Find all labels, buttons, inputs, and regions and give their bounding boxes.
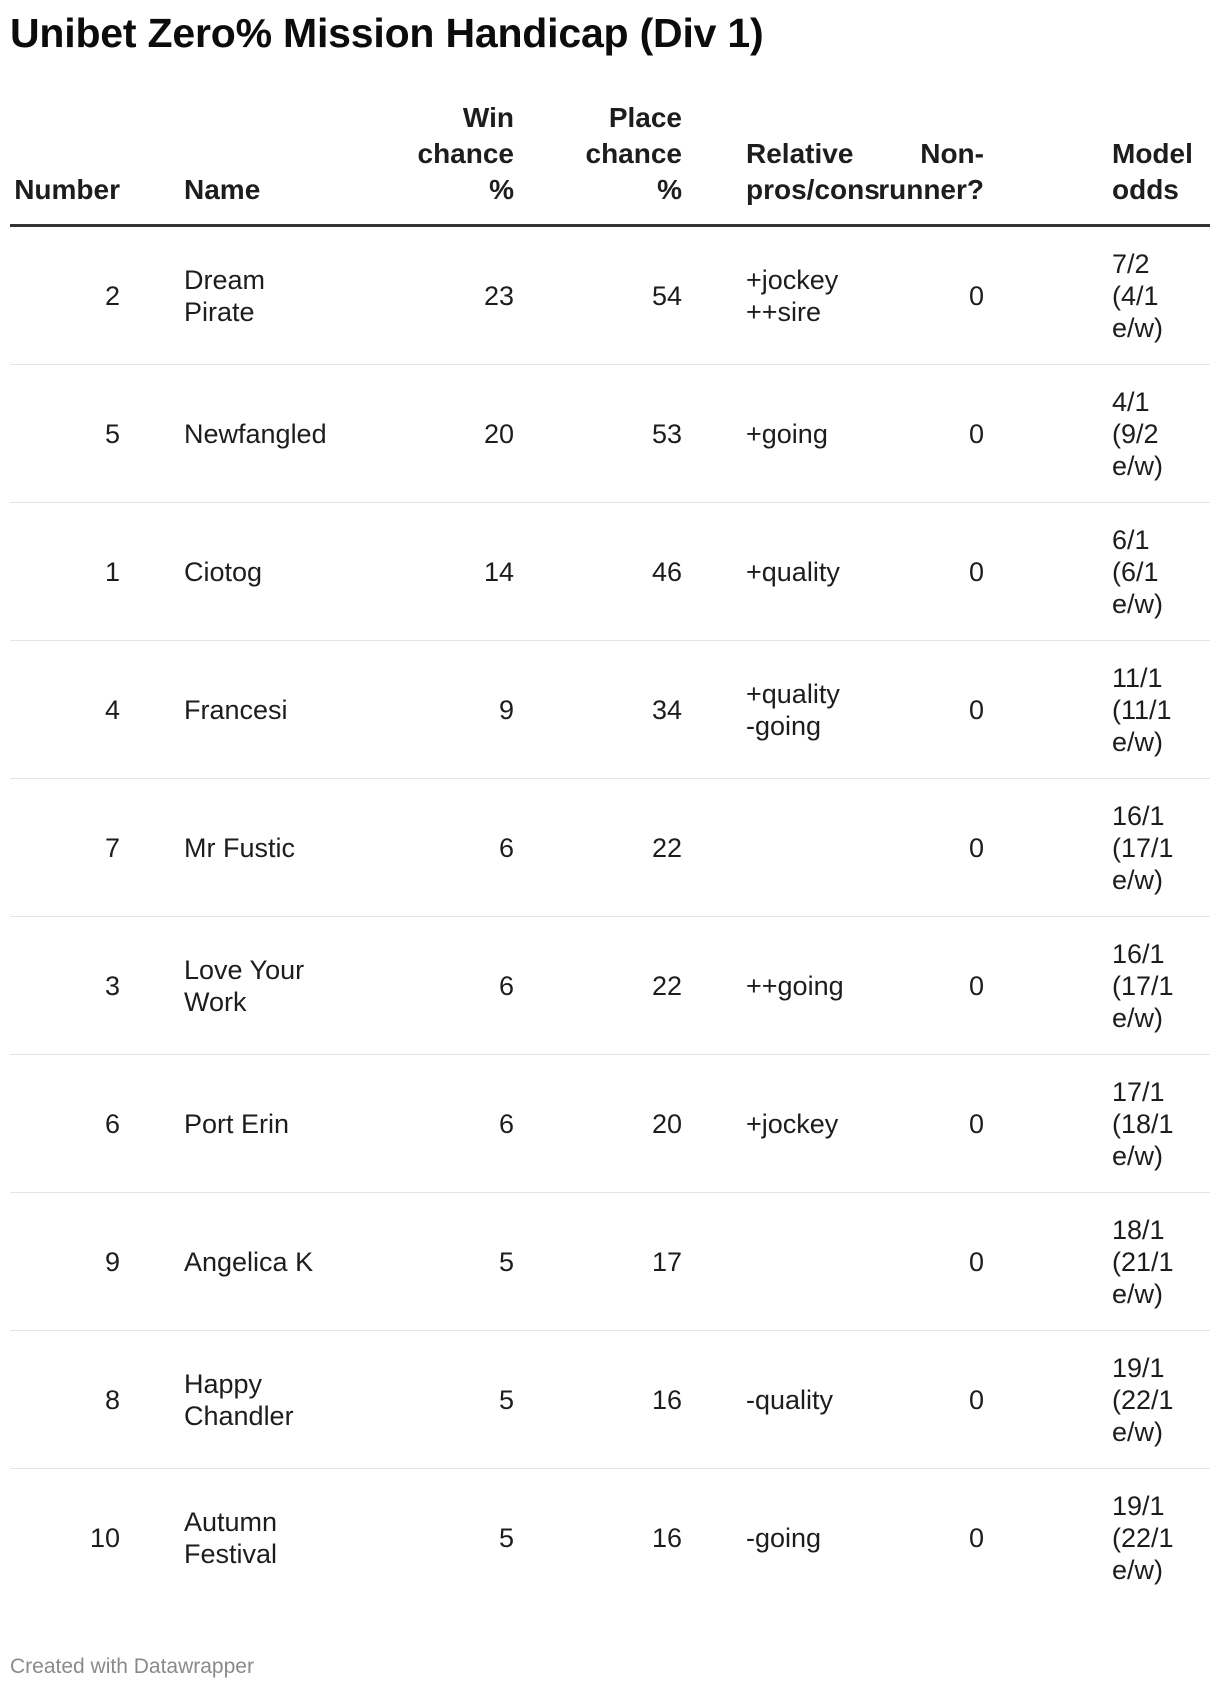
cell-odds [1048,226,1210,365]
cell-number-value: 9 [104,1246,120,1277]
cell-name [184,1331,344,1469]
cell-odds-value: 16/1 (17/1 e/w) [1112,800,1174,895]
table-row [10,779,1210,917]
column-header-pros [682,100,880,226]
cell-nonrunner [874,503,1048,641]
cell-win-value: 5 [498,1246,514,1277]
cell-pros-value: -quality [746,1384,834,1415]
cell-name [184,226,344,365]
cell-nonrunner [874,779,1048,917]
cell-win-value: 5 [498,1384,514,1415]
cell-win-value: 9 [498,694,514,725]
cell-nonrunner-value: 0 [968,418,984,449]
cell-name-value: Dream Pirate [184,264,266,327]
cell-pros [682,226,874,365]
cell-win [344,1193,514,1331]
cell-number-value: 2 [104,280,120,311]
cell-name [184,1469,344,1607]
cell-number-value: 10 [89,1522,120,1553]
cell-nonrunner-value: 0 [968,970,984,1001]
cell-win-value: 6 [498,1108,514,1139]
chart-title: Unibet Zero% Mission Handicap (Div 1) [10,10,764,56]
cell-odds-value: 19/1 (22/1 e/w) [1112,1352,1174,1447]
cell-place [514,917,682,1055]
table-row [10,917,1210,1055]
table-row [10,503,1210,641]
cell-name-value: Francesi [184,694,288,725]
cell-number [10,503,184,641]
cell-odds [1048,917,1210,1055]
table-body [10,226,1210,1607]
cell-odds [1048,503,1210,641]
cell-name-value: Angelica K [184,1246,314,1277]
cell-win [344,1331,514,1469]
cell-odds [1048,1469,1210,1607]
cell-number-value: 5 [104,418,120,449]
cell-number [10,1331,184,1469]
cell-odds [1048,779,1210,917]
cell-nonrunner-value: 0 [968,832,984,863]
column-header-label: Name [184,174,261,205]
cell-nonrunner [874,641,1048,779]
cell-nonrunner-value: 0 [968,1522,984,1553]
column-header-name [184,100,344,226]
cell-name [184,917,344,1055]
column-header-label: Relative pros/cons [746,138,880,205]
cell-win-value: 5 [498,1522,514,1553]
cell-odds-value: 16/1 (17/1 e/w) [1112,938,1174,1033]
cell-win [344,1469,514,1607]
cell-pros [682,917,874,1055]
cell-win [344,917,514,1055]
footer-credit[interactable]: Created with Datawrapper [10,1655,254,1678]
cell-pros-value: ++going [746,970,844,1001]
column-header-place [514,100,682,226]
cell-pros-value: +going [746,418,828,449]
cell-odds-value: 11/1 (11/1 e/w) [1112,662,1172,757]
cell-number [10,779,184,917]
column-header-label: Model odds [1112,138,1193,205]
cell-odds [1048,1331,1210,1469]
cell-name [184,779,344,917]
cell-name-value: Port Erin [184,1108,290,1139]
cell-pros-value: -going [746,1522,822,1553]
column-header-number [10,100,184,226]
column-header-odds [1048,100,1210,226]
cell-nonrunner [874,1055,1048,1193]
cell-number [10,365,184,503]
table-row [10,1055,1210,1193]
cell-place [514,1055,682,1193]
cell-name [184,365,344,503]
column-header-nonrunner [874,100,1048,226]
cell-place-value: 53 [651,418,682,449]
cell-number [10,226,184,365]
cell-win [344,226,514,365]
cell-odds [1048,641,1210,779]
cell-name-value: Love Your Work [184,954,305,1017]
cell-odds-value: 7/2 (4/1 e/w) [1112,248,1164,343]
cell-nonrunner-value: 0 [968,556,984,587]
cell-win-value: 6 [498,970,514,1001]
cell-odds-value: 18/1 (21/1 e/w) [1112,1214,1174,1309]
cell-win-value: 20 [483,418,514,449]
header-row [10,100,1210,226]
cell-number [10,1193,184,1331]
cell-nonrunner-value: 0 [968,1108,984,1139]
cell-number-value: 4 [104,694,120,725]
cell-pros [682,641,874,779]
cell-nonrunner [874,917,1048,1055]
cell-number-value: 7 [104,832,120,863]
cell-pros [682,1193,874,1331]
cell-place [514,1469,682,1607]
cell-pros [682,779,874,917]
cell-pros-value: +jockey [746,1108,839,1139]
column-header-label: Number [14,174,120,205]
cell-number-value: 3 [104,970,120,1001]
table-row [10,1469,1210,1607]
cell-win [344,365,514,503]
cell-place-value: 22 [651,832,682,863]
cell-number-value: 6 [104,1108,120,1139]
cell-pros-value: +quality -going [746,678,840,741]
cell-odds [1048,1055,1210,1193]
cell-odds [1048,365,1210,503]
cell-win-value: 14 [483,556,514,587]
table-row [10,226,1210,365]
cell-place [514,641,682,779]
cell-number-value: 1 [104,556,120,587]
cell-odds-value: 6/1 (6/1 e/w) [1112,524,1164,619]
cell-pros [682,365,874,503]
cell-nonrunner [874,1331,1048,1469]
table-row [10,365,1210,503]
cell-number [10,1469,184,1607]
cell-place-value: 34 [651,694,682,725]
cell-win [344,641,514,779]
cell-win [344,779,514,917]
cell-win-value: 6 [498,832,514,863]
cell-name-value: Newfangled [184,418,327,449]
cell-place [514,1193,682,1331]
cell-pros [682,1331,874,1469]
cell-place-value: 17 [651,1246,682,1277]
column-header-win [344,100,514,226]
cell-place [514,503,682,641]
cell-nonrunner-value: 0 [968,694,984,725]
cell-place-value: 16 [651,1522,682,1553]
cell-nonrunner [874,365,1048,503]
cell-place-value: 20 [651,1108,682,1139]
cell-number [10,641,184,779]
column-header-label: Win chance % [417,102,514,205]
cell-name-value: Mr Fustic [184,832,295,863]
cell-name [184,503,344,641]
cell-nonrunner [874,1469,1048,1607]
cell-win [344,503,514,641]
cell-number-value: 8 [104,1384,120,1415]
column-header-label: Place chance % [585,102,682,205]
cell-pros [682,1469,874,1607]
cell-name [184,641,344,779]
column-header-label: Non- runner? [878,138,984,205]
table-row [10,1193,1210,1331]
table-row [10,1331,1210,1469]
cell-name-value: Happy Chandler [184,1368,294,1431]
cell-pros [682,1055,874,1193]
cell-place [514,1331,682,1469]
cell-pros [682,503,874,641]
cell-pros-value: +quality [746,556,840,587]
cell-place-value: 54 [651,280,682,311]
cell-nonrunner-value: 0 [968,1246,984,1277]
cell-nonrunner [874,1193,1048,1331]
cell-win-value: 23 [483,280,514,311]
cell-odds-value: 4/1 (9/2 e/w) [1112,386,1164,481]
cell-name-value: Ciotog [184,556,263,587]
cell-odds-value: 17/1 (18/1 e/w) [1112,1076,1174,1171]
cell-odds-value: 19/1 (22/1 e/w) [1112,1490,1174,1585]
cell-nonrunner-value: 0 [968,280,984,311]
cell-place [514,226,682,365]
data-table [10,100,1210,1606]
cell-place [514,779,682,917]
cell-place-value: 22 [651,970,682,1001]
cell-pros-value: +jockey ++sire [746,264,839,327]
table-row [10,641,1210,779]
cell-nonrunner-value: 0 [968,1384,984,1415]
cell-place-value: 46 [651,556,682,587]
cell-number [10,917,184,1055]
cell-odds [1048,1193,1210,1331]
cell-name [184,1055,344,1193]
cell-place [514,365,682,503]
cell-place-value: 16 [651,1384,682,1415]
cell-name-value: Autumn Festival [184,1506,278,1569]
cell-nonrunner [874,226,1048,365]
cell-number [10,1055,184,1193]
cell-name [184,1193,344,1331]
cell-win [344,1055,514,1193]
